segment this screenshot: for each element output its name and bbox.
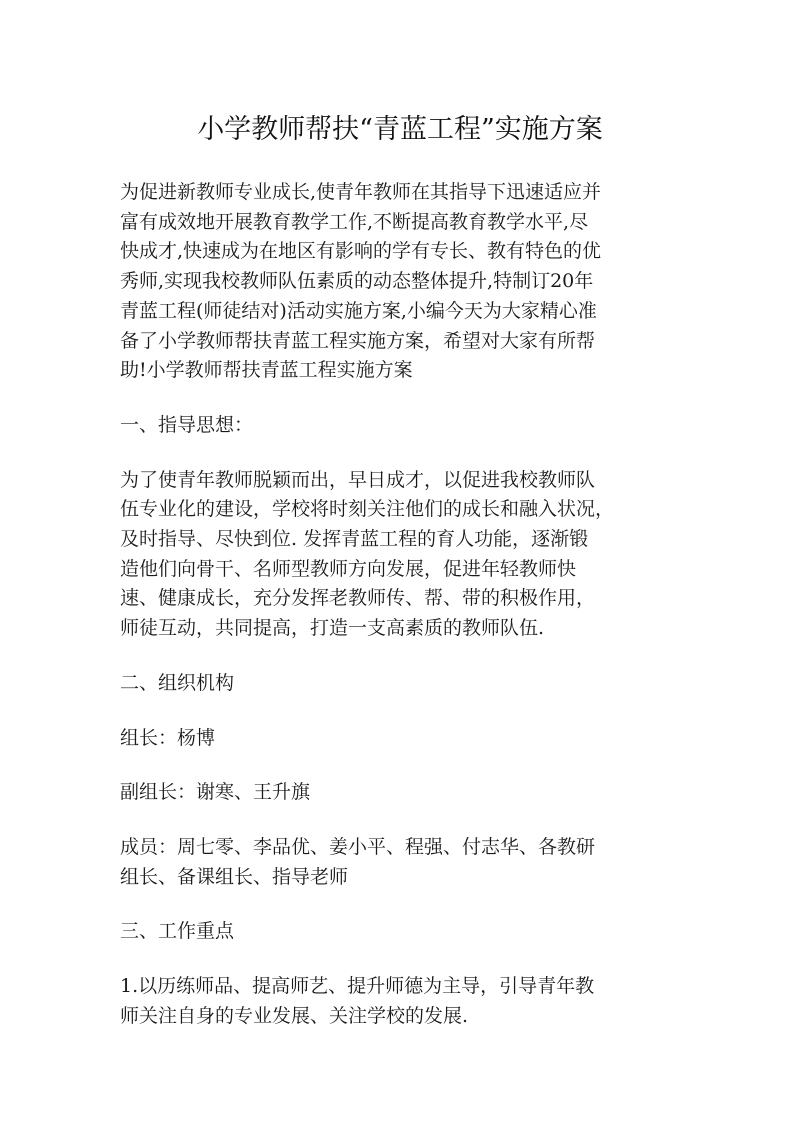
section-heading-guiding-thought: 一、指导思想： [120, 413, 254, 436]
deputy-leader-line: 副组长：谢寒、王升旗 [120, 781, 311, 804]
work-focus-item-1: 1.以历练师品、提高师艺、提升师德为主导，引导青年教 师关注自身的专业发展、关注学校的发展. [120, 975, 595, 1027]
document-body [120, 178, 680, 1056]
document-title: 小学教师帮扶“青蓝工程”实施方案 [197, 114, 603, 145]
section-heading-organization: 二、组织机构 [120, 671, 235, 694]
group-leader-line: 组长：杨博 [120, 726, 216, 749]
intro-paragraph: 为促进新教师专业成长,使青年教师在其指导下迅速适应并 富有成效地开展教育教学工作,不断提高教育教学水平,尽 快成才,快速成为在地区有影响的学有专长、教有特色的优 秀师,实现我校教师队伍素质的动态整体提升,特制订20年 青蓝工程(师徒结对)活动实施方案,小编今天为大家精心准 备了小学教师帮扶青蓝工程实施方案，希望对大家有所帮 助!小学教师帮扶青蓝工程实施方案 [120, 181, 602, 382]
members-paragraph: 成员：周七零、李品优、姜小平、程强、付志华、各教研 组长、备课组长、指导老师 [120, 835, 596, 888]
guiding-thought-paragraph: 为了使青年教师脱颖而出，早日成才，以促进我校教师队 伍专业化的建设，学校将时刻关注他们的成长和融入状况， 及时指导、尽快到位. 发挥青蓝工程的育人功能，逐渐锻 造他们向骨干、名师型教师方向发展，促进年轻教师快 速、健康成长，充分发挥老教师传、帮、带的积极作用， 师徒互动，共同提高，打造一支高素质的教师队伍. [120, 468, 615, 640]
section-heading-work-focus: 三、工作重点 [120, 920, 235, 943]
